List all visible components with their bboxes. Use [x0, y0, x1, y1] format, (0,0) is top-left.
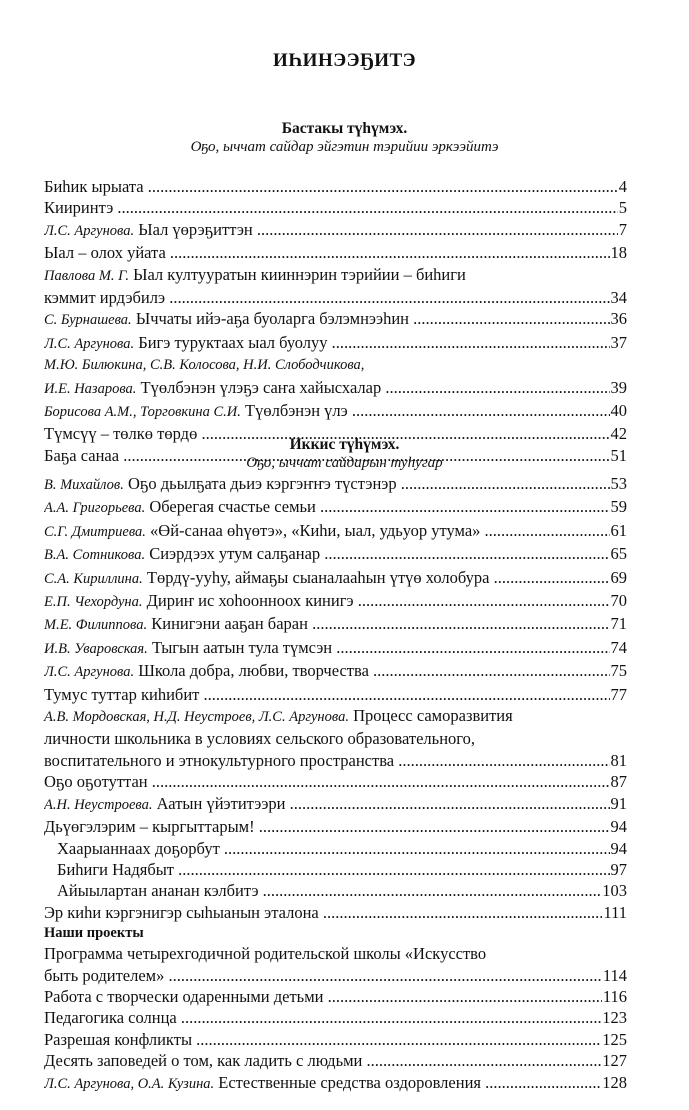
entry-author: М.Ю. Билюкина, С.В. Колосова, Н.И. Слободчикова, [44, 357, 365, 374]
toc-entry-line[interactable] [44, 705, 627, 728]
entry-author: Л.С. Аргунова. [44, 335, 135, 352]
page-number: 7 [618, 219, 627, 239]
toc-entry[interactable] [44, 1050, 627, 1071]
entry-author: В. Михайлов. [44, 477, 124, 493]
page-number: 53 [610, 474, 627, 493]
entry-title: Педагогика солнца [44, 1008, 177, 1028]
page-number: 77 [610, 684, 627, 704]
entry-author: Е.П. Чехордуна. [44, 594, 143, 611]
page-number: 94 [610, 817, 627, 837]
entry-title: «Өй-санаа өһүөтэ», «Киһи, ыал, удьуор утума» [150, 520, 481, 540]
section-2-heading: Иккис түһүмэх. [289, 436, 400, 453]
page-number: 74 [610, 637, 627, 657]
toc-entry[interactable] [44, 771, 627, 792]
entry-author: А.А. Григорьева. [44, 500, 146, 517]
page-number: 91 [610, 793, 627, 813]
toc-entry[interactable] [44, 520, 627, 543]
toc-entry[interactable] [44, 793, 627, 816]
section-2-toc [44, 473, 627, 1095]
entry-title: Түөлбэнэн үлэ [245, 401, 348, 421]
section-1-header [0, 120, 689, 156]
page-number: 36 [610, 309, 627, 329]
toc-entry[interactable] [44, 377, 627, 400]
entry-title: Кинигэни ааҕан баран [151, 614, 308, 634]
toc-subentry[interactable] [44, 859, 627, 880]
toc-entry-cont[interactable] [44, 965, 627, 986]
page-number: 81 [610, 750, 627, 770]
entry-title: Естественные средства оздоровления [218, 1072, 481, 1092]
page-number: 39 [610, 377, 627, 397]
page-number: 70 [610, 591, 627, 611]
page-number: 94 [610, 838, 627, 858]
page-number: 111 [603, 902, 627, 922]
page-number: 69 [610, 567, 627, 587]
page-number: 75 [610, 661, 627, 681]
section-2-subtitle: Оҕо, ыччат сайдарын туһугар [246, 455, 443, 471]
toc-entry[interactable] [44, 1072, 627, 1095]
entry-title-cont: быть родителем» [44, 965, 165, 985]
toc-entry[interactable] [44, 308, 627, 331]
entry-author: Л.С. Аргунова. [44, 222, 135, 239]
page-number: 4 [618, 177, 627, 196]
entry-title: Ыал – олох уйата [44, 243, 166, 263]
toc-entry[interactable] [44, 543, 627, 566]
page-number: 37 [610, 332, 627, 352]
entry-author: С.Г. Дмитриева. [44, 523, 146, 540]
toc-entry[interactable] [44, 684, 627, 705]
entry-title: Школа добра, любви, творчества [138, 661, 369, 681]
entry-title: Процесс саморазвития [353, 706, 513, 726]
entry-author: Павлова М. Г. [44, 267, 129, 284]
entry-author: Л.С. Аргунова. [44, 664, 135, 681]
section-1-toc [44, 176, 627, 466]
entry-title: Биһик ырыата [44, 177, 144, 196]
entry-title: Сиэрдээх утум салҕанар [149, 544, 321, 564]
page-number: 59 [610, 497, 627, 517]
entry-author: С.А. Кириллина. [44, 570, 143, 587]
page-title: ИҺИНЭЭҔИТЭ [272, 50, 417, 71]
page-number: 51 [610, 445, 627, 465]
toc-entry[interactable] [44, 176, 627, 197]
entry-author: Борисова А.М., Торговкина С.И. [44, 404, 241, 421]
toc-entry[interactable] [44, 902, 627, 923]
toc-subentry[interactable] [44, 838, 627, 859]
entry-title-cont: личности школьника в условиях сельского образовательного, [44, 729, 476, 749]
page-number: 18 [610, 243, 627, 263]
entry-title: Дириҥ ис хоһоонноох кинигэ [146, 591, 354, 611]
entry-author-cont: И.Е. Назарова. [44, 380, 137, 397]
toc-entry[interactable] [44, 332, 627, 355]
entry-title: Разрешая конфликты [44, 1029, 193, 1049]
entry-title: Десять заповедей о том, как ладить с людьми [44, 1051, 363, 1071]
page-number: 114 [602, 965, 627, 985]
toc-entry[interactable] [44, 496, 627, 519]
toc-entry[interactable] [44, 986, 627, 1007]
page-number: 127 [602, 1051, 627, 1071]
entry-title: Баҕа санаа [44, 445, 120, 465]
toc-entry-line[interactable] [44, 264, 627, 287]
entry-title: Эр киһи кэргэнигэр сыһыанын эталона [44, 902, 319, 922]
section-3-heading: Наши проекты [44, 925, 144, 942]
entry-title: Түмсүү – төлкө төрдө [44, 424, 198, 444]
entry-title: Оҕо оҕотуттан [44, 772, 148, 792]
section-2-header [0, 436, 689, 472]
entry-title-cont: кэммит ирдэбилэ [44, 288, 166, 308]
toc-entry[interactable] [44, 613, 627, 636]
entry-title: Программа четырехгодичной родительской школы «Искусство [44, 944, 487, 964]
entry-title: Хаарыаннаах доҕорбут [57, 838, 220, 858]
entry-author: М.Е. Филиппова. [44, 617, 148, 634]
page-number: 65 [610, 544, 627, 564]
toc-entry[interactable] [44, 660, 627, 683]
entry-title: Работа с творчески одаренными детьми [44, 986, 324, 1006]
page-number: 125 [602, 1029, 627, 1049]
toc-entry[interactable] [44, 400, 627, 423]
page-number: 61 [610, 520, 627, 540]
entry-title: Кииринтэ [44, 198, 114, 218]
section-1-subtitle: Оҕо, ыччат сайдар эйгэтин тэрийии эркээйитэ [190, 139, 499, 155]
page-number: 97 [610, 859, 627, 879]
toc-entry[interactable] [44, 473, 627, 496]
entry-title: Ыал үөрэҕиттэн [138, 219, 253, 239]
entry-title: Ыччаты ийэ-аҕа буоларга бэлэмнээһин [135, 309, 409, 329]
toc-entry-cont[interactable] [44, 287, 627, 308]
page-number: 103 [602, 881, 627, 901]
entry-title-cont: воспитательного и этнокультурного пространства [44, 750, 395, 770]
page-number: 34 [610, 288, 627, 308]
entry-title: Ыал култууратын кииннэрин тэрийии – биһиги [133, 264, 466, 284]
toc-entry[interactable] [44, 1007, 627, 1028]
page-number: 71 [610, 614, 627, 634]
section-1-heading: Бастакы түһүмэх. [281, 120, 408, 137]
entry-title: Төрдү-ууһу, аймаҕы сыаналааһын үтүө холобура [146, 567, 490, 587]
page-number: 5 [618, 198, 627, 218]
entry-title: Айыылартан ананан кэлбитэ [57, 881, 259, 901]
toc-entry[interactable] [44, 816, 627, 837]
toc-entry[interactable] [44, 567, 627, 590]
page-number: 116 [602, 986, 627, 1006]
toc-entry[interactable] [44, 590, 627, 613]
entry-author: А.Н. Неустроева. [44, 796, 153, 813]
entry-title: Оберегая счастье семьи [149, 497, 316, 517]
entry-title: Аатын үйэтитээри [156, 793, 286, 813]
toc-entry-line[interactable] [44, 943, 627, 964]
page-number: 42 [610, 424, 627, 444]
entry-title: Тыгын аатын тула түмсэн [151, 637, 333, 657]
toc-entry[interactable] [44, 197, 627, 218]
entry-title: Оҕо дьылҕата дьиэ кэргэҥҥэ түстэнэр [127, 474, 397, 493]
entry-title: Тумус туттар киһибит [44, 684, 200, 704]
page-number: 40 [610, 401, 627, 421]
entry-author: С. Бурнашева. [44, 312, 132, 329]
page-number: 123 [602, 1008, 627, 1028]
entry-author: В.А. Сотникова. [44, 547, 146, 564]
entry-author: А.В. Мордовская, Н.Д. Неустроев, Л.С. Аргунова. [44, 709, 349, 726]
entry-author: И.В. Уваровская. [44, 640, 148, 657]
toc-subentry[interactable] [44, 880, 627, 901]
toc-entry-cont[interactable] [44, 750, 627, 771]
toc-entry[interactable] [44, 219, 627, 242]
entry-author: Л.С. Аргунова, О.А. Кузина. [44, 1075, 215, 1092]
toc-entry[interactable] [44, 242, 627, 263]
entry-title: Түөлбэнэн үлэҕэ саҥа хайысхалар [140, 377, 382, 397]
entry-title: Дьүөгэлэрим – кыргыттарым! [44, 817, 255, 837]
entry-title: Биһиги Надябыт [57, 859, 175, 879]
toc-entry[interactable] [44, 637, 627, 660]
entry-title: Бигэ туруктаах ыал буолуу [138, 332, 328, 352]
toc-entry[interactable] [44, 1029, 627, 1050]
page-number: 87 [610, 772, 627, 792]
page-number: 128 [602, 1072, 627, 1092]
